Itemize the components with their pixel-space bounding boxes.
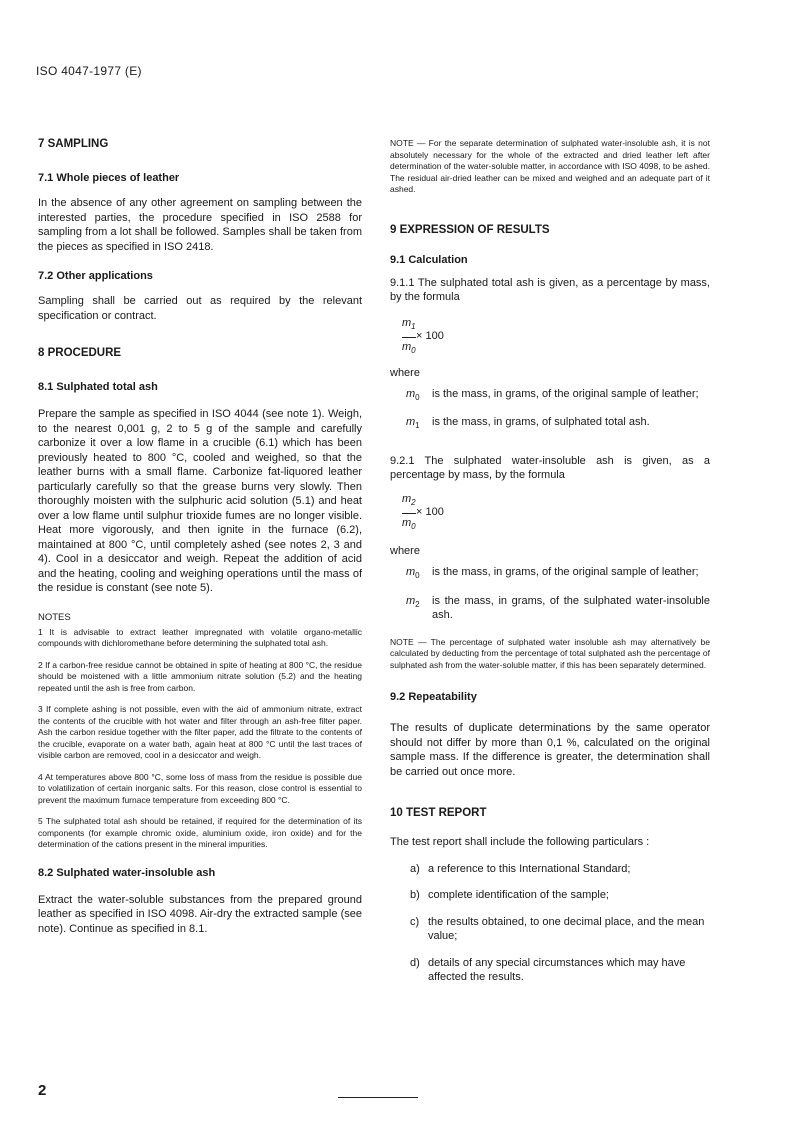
section-10-title: 10 TEST REPORT — [390, 807, 487, 820]
section-9-1-title: 9.1 Calculation — [390, 253, 468, 266]
section-8-2-text: Extract the water-soluble substances from the prepared ground leather as specified in ISO 4098. Air-dry the extracted sample (see note). Continue as specified in 8.1. — [38, 893, 362, 935]
section-7-title: 7 SAMPLING — [38, 138, 109, 150]
formula-1-multiplier: × 100 — [416, 329, 444, 342]
note-5: 5 The sulphated total ash should be retained, if required for the determination of its components (for example chromic oxide, aluminium oxide, iron oxide) and for the determination of the cations present in the mineral impurities. — [38, 816, 362, 849]
section-8-1-text: Prepare the sample as specified in ISO 4044 (see note 1). Weigh, to the nearest 0,001 g, 2 to 5 g of the sample and carefully carbonize it over a low flame in a crucible (6.1) which has been previously heated to 800 °C, cooled and weighed, so that the leather burns with a small flame. Carbonize fat-liquored leather particularly carefully so that the grease burns very slowly. Then thoroughly moisten with the sulphuric acid solution (5.1) and heat over a low flame until sulphur trioxide fumes are no longer visible. Heat more vigorously, and then ignite in the furnace (6.2), maintained at 800 °C, until completely ashed (see notes 2, 3 and 4). Cool in a desiccator and weigh. Repeat the addition of acid and the heating, cooling and weighing operations until the mass of the residue is constant (see note 5). — [38, 408, 362, 594]
section-9-2-1-text: 9.2.1 The sulphated water-insoluble ash is given, as a percentage by mass, by the formula — [390, 454, 710, 482]
section-9-1-1-text: 9.1.1 The sulphated total ash is given, as a percentage by mass, by the formula — [390, 276, 710, 303]
definition-m0-2: $m_0$ is the mass, in grams, of the original sample of leather; — [406, 565, 699, 581]
section-9-2-text: The results of duplicate determinations by the same operator should not differ by more than 0,1 %, calculated on the original sample mass. If the difference is greater, the determination shall be carried out once more. — [390, 722, 710, 778]
section-7-2-text: Sampling shall be carried out as required by the relevant specification or contract. — [38, 295, 362, 322]
note-4: 4 At temperatures above 800 °C, some loss of mass from the residue is possible due to volatilization of certain inorganic salts. For this reason, close control is essential to prevent the maximum furnace temperature from exceeding 800 °C. — [38, 771, 362, 805]
section-9-title: 9 EXPRESSION OF RESULTS — [390, 223, 550, 236]
formula-1-fraction-bar — [402, 337, 416, 338]
formula-1-numerator: $m_1$ — [402, 316, 416, 331]
formula-2-fraction-bar — [402, 513, 416, 514]
section-8-1-title: 8.1 Sulphated total ash — [38, 381, 158, 393]
where-label-1: where — [390, 366, 420, 379]
formula-1-denominator: $m_0$ — [402, 340, 416, 355]
definition-m2: $m_2$ is the mass, in grams, of the sulphated water-insoluble ash. — [406, 594, 710, 622]
report-item-a: a) a reference to this International Standard; — [410, 862, 631, 875]
report-item-d: d) details of any special circumstances which may have affected the results. — [410, 956, 686, 984]
footer-rule — [338, 1097, 418, 1098]
definition-m1: $m_1$ is the mass, in grams, of sulphated total ash. — [406, 416, 650, 431]
section-10-intro: The test report shall include the following particulars : — [390, 836, 650, 849]
formula-2-multiplier: × 100 — [416, 505, 444, 518]
note-alternative-calculation: NOTE — The percentage of sulphated water insoluble ash may alternatively be calculated by deducting from the percentage of total sulphated ash the percentage of sulphated ash from the water-soluble matter, if this has been separately determined. — [390, 636, 710, 670]
section-9-2-title: 9.2 Repeatability — [390, 691, 477, 704]
section-7-1-text: In the absence of any other agreement on sampling between the interested parties, the procedure specified in ISO 2588 for sampling from a lot shall be followed. Samples shall be taken from the pieces as specified in ISO 2418. — [38, 197, 362, 253]
definition-m0-1: $m_0$ is the mass, in grams, of the original sample of leather; — [406, 387, 699, 402]
report-item-b: b) complete identification of the sample; — [410, 889, 609, 902]
note-sampling-insoluble: NOTE — For the separate determination of sulphated water-insoluble ash, it is not absolutely necessary for the whole of the extracted and dried leather left after determination of the water-soluble matter, in accordance with ISO 4098, to be ashed. The residual air-dried leather can be mixed and weighed and an adequate part of it ashed. — [390, 138, 710, 194]
formula-total-ash — [390, 317, 710, 357]
notes-title: NOTES — [38, 611, 71, 623]
note-2: 2 If a carbon-free residue cannot be obtained in spite of heating at 800 °C, the residue should be moistened with a little ammonium nitrate solution (5.2) and the heating repeated until the ash is free from carbon. — [38, 659, 362, 693]
page-number: 2 — [38, 1082, 47, 1099]
section-7-1-title: 7.1 Whole pieces of leather — [38, 172, 180, 184]
left-column — [38, 138, 362, 936]
report-item-c: c) the results obtained, to one decimal place, and the mean value; — [410, 915, 705, 943]
formula-insoluble-ash — [390, 493, 710, 533]
right-column — [390, 138, 710, 997]
formula-2-numerator: $m_2$ — [402, 492, 416, 508]
section-8-title: 8 PROCEDURE — [38, 347, 122, 359]
note-3: 3 If complete ashing is not possible, even with the aid of ammonium nitrate, extract the contents of the crucible with hot water and filter through an ash-free filter paper. Ash the carbon residue together with the filter paper, add the filtrate to the contents of the crucible, evaporate on a water bath, again heat at 800 °C until the last traces of visible carbon are removed, cool in a desiccator and weigh. — [38, 704, 362, 760]
note-1: 1 It is advisable to extract leather impregnated with volatile organo-metallic compounds with dichloromethane before determining the sulphated total ash. — [38, 626, 362, 648]
section-7-2-title: 7.2 Other applications — [38, 270, 153, 282]
where-label-2: where — [390, 544, 420, 557]
formula-2-denominator: $m_0$ — [402, 516, 416, 532]
document-id: ISO 4047-1977 (E) — [36, 64, 142, 78]
section-8-2-title: 8.2 Sulphated water-insoluble ash — [38, 866, 216, 879]
